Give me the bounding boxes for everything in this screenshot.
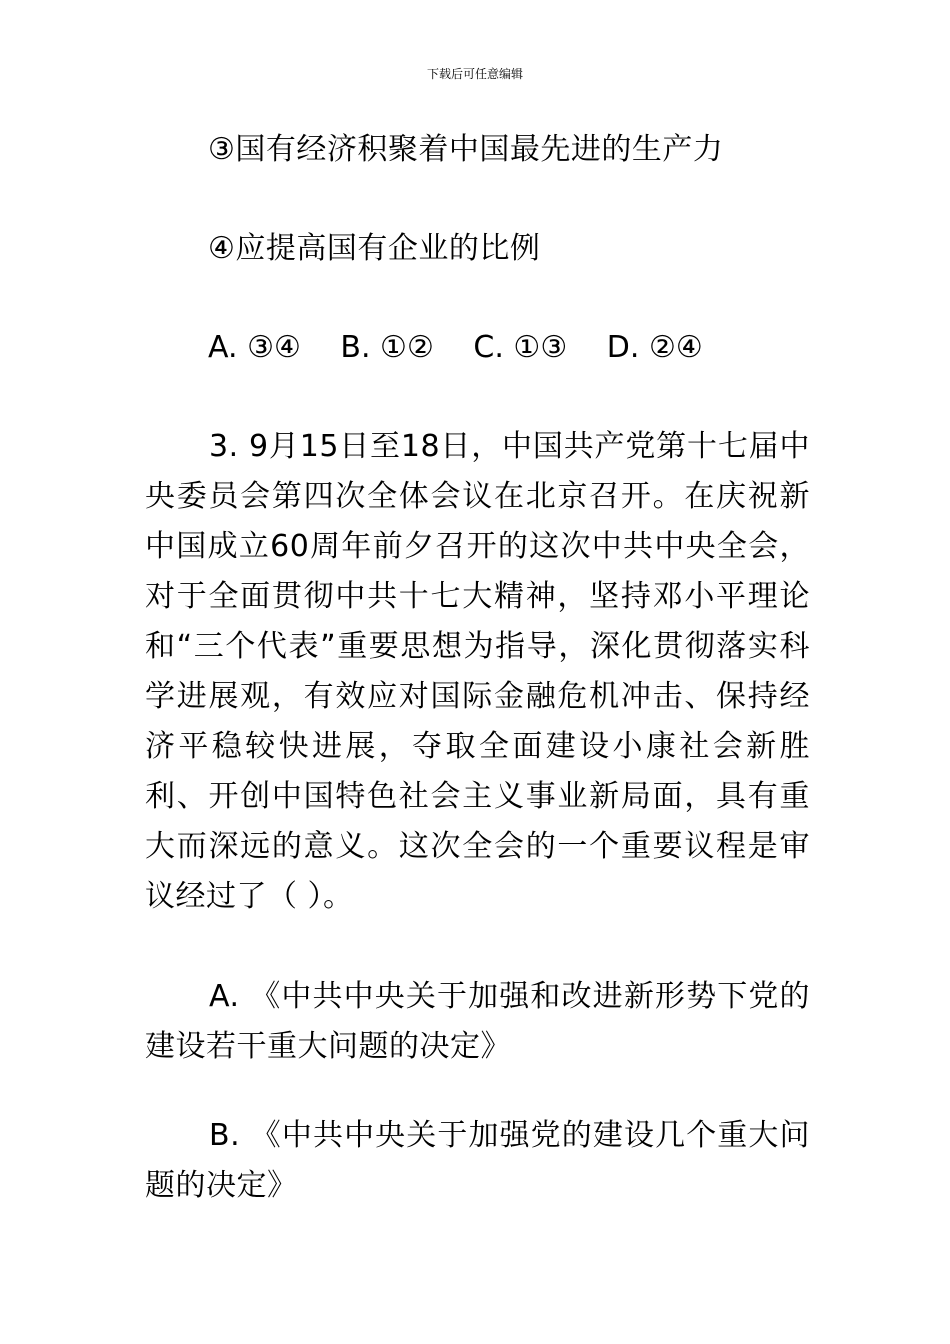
q2-answer-options — [208, 330, 733, 366]
q3-option-b: B. 《中共中央关于加强党的建设几个重大问题的决定》 — [145, 1118, 810, 1203]
statement-3: ③国有经济积聚着中国最先进的生产力 — [208, 132, 724, 167]
q2-option-c: C. ①③ — [473, 330, 568, 365]
q2-option-d: D. ②④ — [606, 330, 703, 365]
statement-4: ④应提高国有企业的比例 — [208, 231, 541, 266]
q2-option-a: A. ③④ — [208, 330, 301, 365]
q2-option-b: B. ①② — [340, 330, 434, 365]
question-3-stem: 3. 9月15日至18日，中国共产党第十七届中央委员会第四次全体会议在北京召开。在庆祝新中国成立60周年前夕召开的这次中共中央全会，对于全面贯彻中共十七大精神，坚持邓小平理论和“三个代表”重要思想为指导，深化贯彻落实科学进展观，有效应对国际金融危机冲击、保持经济平稳较快进展，夺取全面建设小康社会新胜利、开创中国特色社会主义事业新局面，具有重大而深远的意义。这次全会的一个重要议程是审议经过了（ ）。 — [145, 429, 810, 914]
page-header-note: 下载后可任意编辑 — [426, 67, 523, 81]
q3-option-a: A. 《中共中央关于加强和改进新形势下党的建设若干重大问题的决定》 — [145, 979, 810, 1064]
